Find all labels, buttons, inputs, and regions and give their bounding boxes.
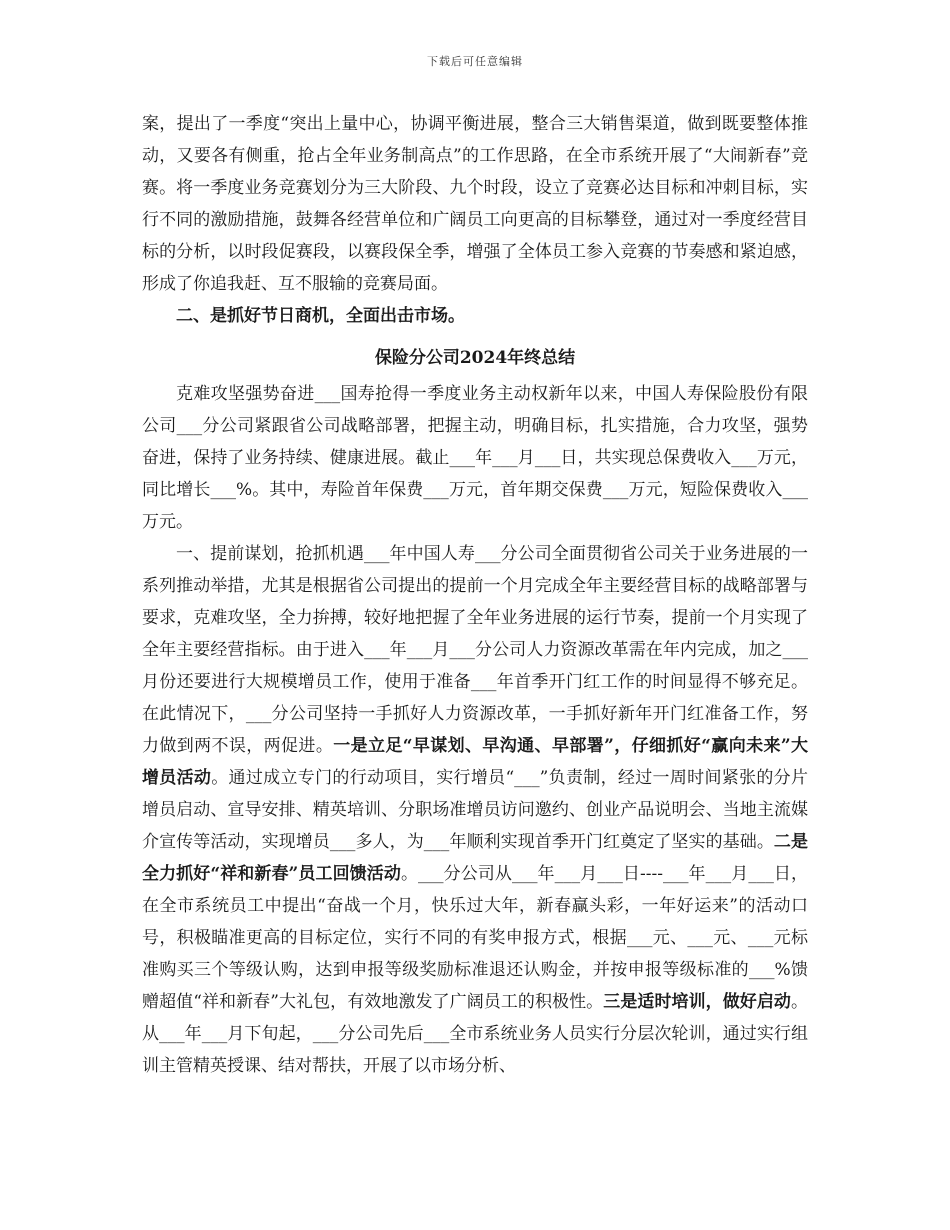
document-title: 保险分公司2024年终总结	[374, 348, 576, 368]
paragraph-text-4: 。从___年___月下旬起，___分公司先后___全市系统业务人员实行分层次轮训，通过实行组训主管精英授课、结对帮扶，开展了以市场分析、	[142, 992, 809, 1076]
bold-point-3: 三是适时培训，做好启动	[603, 992, 792, 1012]
bold-point-1: 一是立足“早谋划、早沟通、早部署”，仔细抓好“赢向未来”大增员活动	[142, 736, 808, 788]
page-header-note: 下载后可任意编辑	[427, 55, 523, 68]
paragraph-text-1: 一、提前谋划，抢抓机遇___年中国人寿___分公司全面贯彻省公司关于业务进展的一系列推动举措，尤其是根据省公司提出的提前一个月完成全年主要经营目标的战略部署与要求，克难攻坚，全力拚搏，较好地把握了全年业务进展的运行节奏，提前一个月实现了全年主要经营指标。由于进入___年___月___分公司人力资源改革需在年内完成，加之___月份还要进行大规模增员工作，使用于准备___年首季开门红工作的时间显得不够充足。在此情况下，___分公司坚持一手抓好人力资源改革，一手抓好新年开门红准备工作，努力做到两不误，两促进。	[142, 544, 808, 756]
document-body	[142, 108, 808, 1082]
intro-paragraph: 案，提出了一季度“突出上量中心，协调平衡进展，整合三大销售渠道，做到既要整体推动，又要各有侧重，抢占全年业务制高点”的工作思路，在全市系统开展了“大闹新春”竞赛。将一季度业务竞赛划分为三大阶段、九个时段，设立了竞赛必达目标和冲刺目标，实行不同的激励措施，鼓舞各经营单位和广阔员工向更高的目标攀登，通过对一季度经营目标的分析，以时段促赛段，以赛段保全季，增强了全体员工参入竞赛的节奏感和紧迫感，形成了你追我赶、互不服输的竞赛局面。	[142, 114, 808, 294]
paragraph-summary: 克难攻坚强势奋进___国寿抢得一季度业务主动权新年以来，中国人寿保险股份有限公司___分公司紧跟省公司战略部署，把握主动，明确目标，扎实措施，合力攻坚，强势奋进，保持了业务持续、健康进展。截止___年___月___日，共实现总保费收入___万元，同比增长___%。其中，寿险首年保费___万元，首年期交保费___万元，短险保费收入___万元。	[142, 384, 808, 532]
section-heading-2: 二、是抓好节日商机，全面出击市场。	[176, 306, 465, 326]
paragraph-text-3: 。___分公司从___年___月___日----___年___月___日，在全市系统员工中提出“奋战一个月，快乐过大年，新春赢头彩，一年好运来”的活动口号，积极瞄准更高的目标定位，实行不同的有奖申报方式，根据___元、___元、___元标准购买三个等级认购，达到申报等级奖励标准退还认购金，并按申报等级标准的___%馈赠超值“祥和新春”大礼包，有效地激发了广阔员工的积极性。	[142, 864, 808, 1012]
bold-point-2: 二是全力抓好“祥和新春”员工回馈活动	[142, 832, 809, 884]
paragraph-text-2: 。通过成立专门的行动项目，实行增员“___”负责制，经过一周时间紧张的分片增员启动、宣导安排、精英培训、分职场准增员访问邀约、创业产品说明会、当地主流媒介宣传等活动，实现增员___多人，为___年顺利实现首季开门红奠定了坚实的基础。	[142, 768, 808, 852]
paragraph-section-1	[142, 538, 808, 1082]
